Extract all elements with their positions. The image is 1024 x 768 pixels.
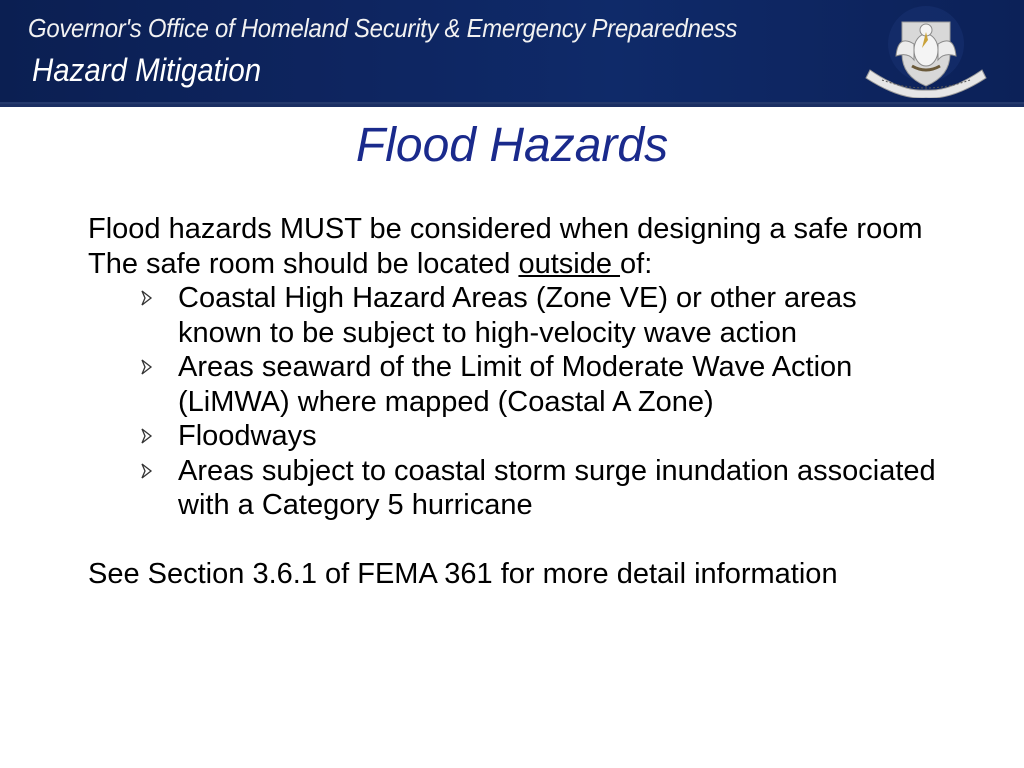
header-bar — [0, 0, 1024, 104]
list-item-text: Areas seaward of the Limit of Moderate Wave Action (LiMWA) where mapped (Coastal A Zone) — [178, 351, 853, 418]
location-emphasis: outside — [518, 247, 621, 280]
arrow-bullet-icon — [140, 463, 153, 479]
location-suffix: of: — [620, 247, 653, 280]
slide-title: Flood Hazards — [355, 119, 669, 172]
program-name: Hazard Mitigation — [32, 52, 262, 88]
reference-text: See Section 3.6.1 of FEMA 361 for more detail information — [88, 558, 838, 590]
list-item — [88, 419, 948, 454]
arrow-bullet-icon — [140, 290, 153, 306]
intro-text: Flood hazards MUST be considered when designing a safe room — [88, 213, 923, 245]
list-item — [88, 350, 948, 419]
list-item-text: Floodways — [178, 420, 317, 452]
list-item — [88, 454, 948, 523]
list-item-text: Areas subject to coastal storm surge inundation associated with a Category 5 hurricane — [178, 454, 936, 521]
arrow-bullet-icon — [140, 428, 153, 444]
org-name: Governor's Office of Homeland Security & Emergency Preparedness — [28, 13, 738, 43]
slide-body — [88, 212, 948, 592]
arrow-bullet-icon — [140, 359, 153, 375]
spacer — [88, 523, 948, 558]
location-text — [88, 247, 948, 282]
location-prefix: The safe room should be located — [88, 247, 519, 280]
list-item — [88, 281, 948, 350]
list-item-text: Coastal High Hazard Areas (Zone VE) or other areas known to be subject to high-velocity wave action — [178, 282, 857, 349]
louisiana-state-seal-icon — [862, 4, 990, 98]
hazard-list — [88, 281, 948, 523]
